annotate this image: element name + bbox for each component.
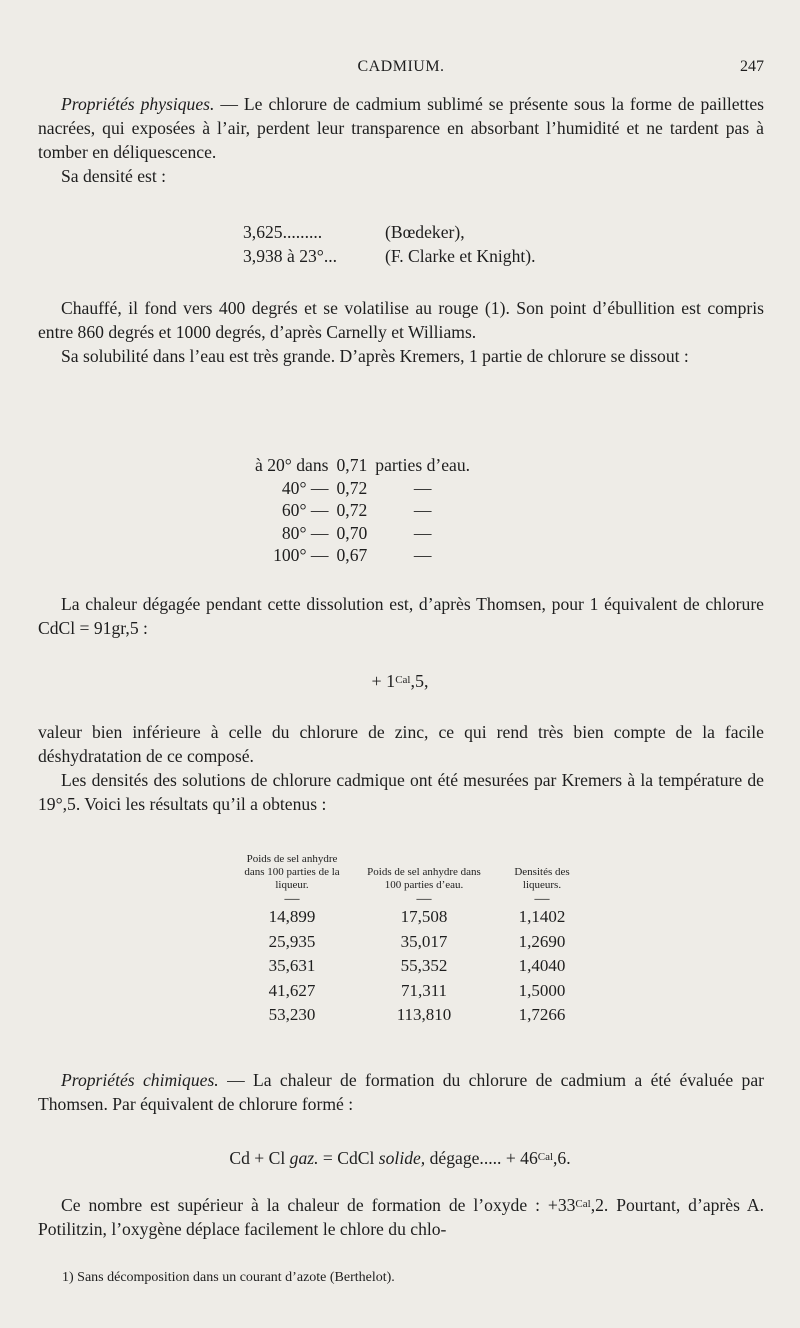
- dash: —: [284, 891, 300, 907]
- paragraph-physical-properties: [38, 92, 764, 188]
- heat-value: [0, 671, 800, 692]
- density-intro: Sa densité est :: [61, 166, 167, 186]
- density-table: [236, 852, 588, 1028]
- table-cell: 71,311: [400, 980, 448, 1000]
- table-cell: —: [413, 500, 432, 520]
- running-header: [38, 58, 764, 82]
- equation-part: ,6.: [553, 1148, 571, 1168]
- table-row: [236, 954, 588, 979]
- solubility-table: [251, 454, 474, 567]
- table-row: [251, 499, 474, 522]
- equation-part: gaz.: [289, 1148, 319, 1168]
- paragraph-text: La chaleur dégagée pendant cette dissolution est, d’après Thomsen, pour 1 équivalent de chlorure CdCl = 91gr,5 :: [38, 594, 764, 638]
- formation-equation: [0, 1148, 800, 1169]
- column-header: Poids de sel anhydre dans 100 parties de la liqueur.: [244, 853, 340, 891]
- table-cell: 0,67: [336, 545, 368, 565]
- density-source: (Bœdeker),: [385, 222, 465, 242]
- equation-part: = CdCl: [318, 1148, 379, 1168]
- table-cell: 14,899: [268, 907, 316, 926]
- table-cell: 100° —: [273, 545, 329, 565]
- page-title: CADMIUM.: [357, 58, 445, 75]
- equation-unit: Cal: [537, 1151, 554, 1163]
- table-cell: 80° —: [281, 522, 329, 543]
- density-row: [243, 246, 536, 267]
- dash: —: [416, 891, 432, 907]
- heat-prefix: + 1: [371, 671, 396, 691]
- density-row: [243, 222, 465, 243]
- section-label-chemical: Propriétés chimiques.: [61, 1070, 219, 1090]
- table-cell: 1,7266: [518, 1005, 566, 1024]
- paragraph-oxide-comparison: [38, 1192, 764, 1241]
- footnote: 1) Sans décomposition dans un courant d’azote (Berthelot).: [62, 1270, 395, 1285]
- table-cell: 1,1402: [518, 907, 566, 926]
- table-cell: 53,230: [268, 1005, 316, 1024]
- column-header: Densités des liqueurs.: [514, 866, 570, 891]
- equation-part: solide,: [378, 1148, 426, 1168]
- table-row: [251, 477, 474, 500]
- table-dash-row: [236, 893, 588, 905]
- density-source: (F. Clarke et Knight).: [385, 246, 536, 266]
- table-row: [236, 1003, 588, 1028]
- table-cell: 113,810: [396, 1005, 452, 1024]
- paragraph-chemical-properties: [38, 1068, 764, 1116]
- paragraph-text: Chauffé, il fond vers 400 degrés et se volatilise au rouge (1). Son point d’ébullition est compris entre 860 degrés et 1000 degrés, d’après Carnelly et Williams.: [38, 298, 764, 342]
- table-cell: 55,352: [400, 956, 448, 975]
- paragraph-text: valeur bien inférieure à celle du chlorure de zinc, ce qui rend très bien compte de la facile déshydratation de ce composé.: [38, 722, 764, 766]
- table-cell: 1,5000: [518, 980, 566, 1000]
- table-cell: —: [413, 545, 432, 565]
- page-number: 247: [740, 58, 764, 75]
- table-cell: 1,2690: [518, 931, 566, 951]
- paragraph-melting: [38, 296, 764, 368]
- paragraph-zinc-comparison: [38, 720, 764, 816]
- table-cell: 17,508: [400, 907, 448, 926]
- dash: —: [534, 891, 550, 907]
- heat-unit: Cal: [575, 1198, 591, 1210]
- table-cell: 41,627: [268, 980, 316, 1000]
- paragraph-heat-dissolution: [38, 592, 764, 640]
- paragraph-solubility: Sa solubilité dans l’eau est très grande. D’après Kremers, 1 partie de chlorure se dissout :: [61, 346, 689, 366]
- density-value: 3,625.........: [243, 222, 323, 242]
- table-cell: —: [413, 522, 432, 543]
- table-header-row: [236, 852, 588, 893]
- table-cell: 35,017: [400, 931, 448, 951]
- column-header: Poids de sel anhydre dans 100 parties d’eau.: [367, 866, 481, 891]
- table-cell: 1,4040: [518, 956, 566, 975]
- paragraph-text: ,2. Pourtant, d’après A. Potilitzin, l’oxygène déplace facilement le chlore du chlo-: [38, 1195, 765, 1239]
- paragraph-text: Ce nombre est supérieur à la chaleur de formation de l’oxyde : +33: [61, 1195, 576, 1215]
- density-value: 3,938 à 23°...: [243, 246, 338, 266]
- table-row: [236, 979, 588, 1004]
- equation-part: Cd + Cl: [229, 1148, 290, 1168]
- section-label-physical: Propriétés physiques.: [61, 94, 215, 114]
- table-cell: 40° —: [281, 477, 329, 498]
- table-row: [251, 454, 474, 477]
- heat-unit: Cal: [395, 674, 411, 686]
- table-row: [251, 544, 474, 567]
- table-cell: 35,631: [268, 956, 316, 975]
- heat-suffix: ,5,: [410, 671, 429, 691]
- paragraph-text: — Le chlorure de cadmium sublimé se présente sous la forme de paillettes nacrées, qui exposées à l’air, perdent leur transparence en absorbant l’humidité et ne tardent pas à tomber en déliquescence.: [38, 94, 764, 162]
- table-cell: 0,70: [336, 522, 368, 543]
- table-cell: parties d’eau.: [375, 455, 471, 475]
- table-cell: à 20° dans: [255, 455, 329, 475]
- paragraph-text: — La chaleur de formation du chlorure de cadmium a été évaluée par Thomsen. Par équivalent de chlorure formé :: [38, 1070, 764, 1114]
- table-row: [236, 930, 588, 955]
- table-cell: 0,72: [336, 500, 368, 520]
- table-cell: 0,72: [336, 477, 368, 498]
- table-cell: —: [413, 477, 432, 498]
- paragraph-kremers: Les densités des solutions de chlorure cadmique ont été mesurées par Kremers à la température de 19°,5. Voici les résultats qu’il a obtenus :: [38, 770, 764, 814]
- table-cell: 0,71: [336, 455, 368, 475]
- table-row: [236, 905, 588, 930]
- table-row: [251, 522, 474, 545]
- table-cell: 25,935: [268, 931, 316, 951]
- table-cell: 60° —: [281, 500, 329, 520]
- equation-part: dégage..... + 46: [425, 1148, 538, 1168]
